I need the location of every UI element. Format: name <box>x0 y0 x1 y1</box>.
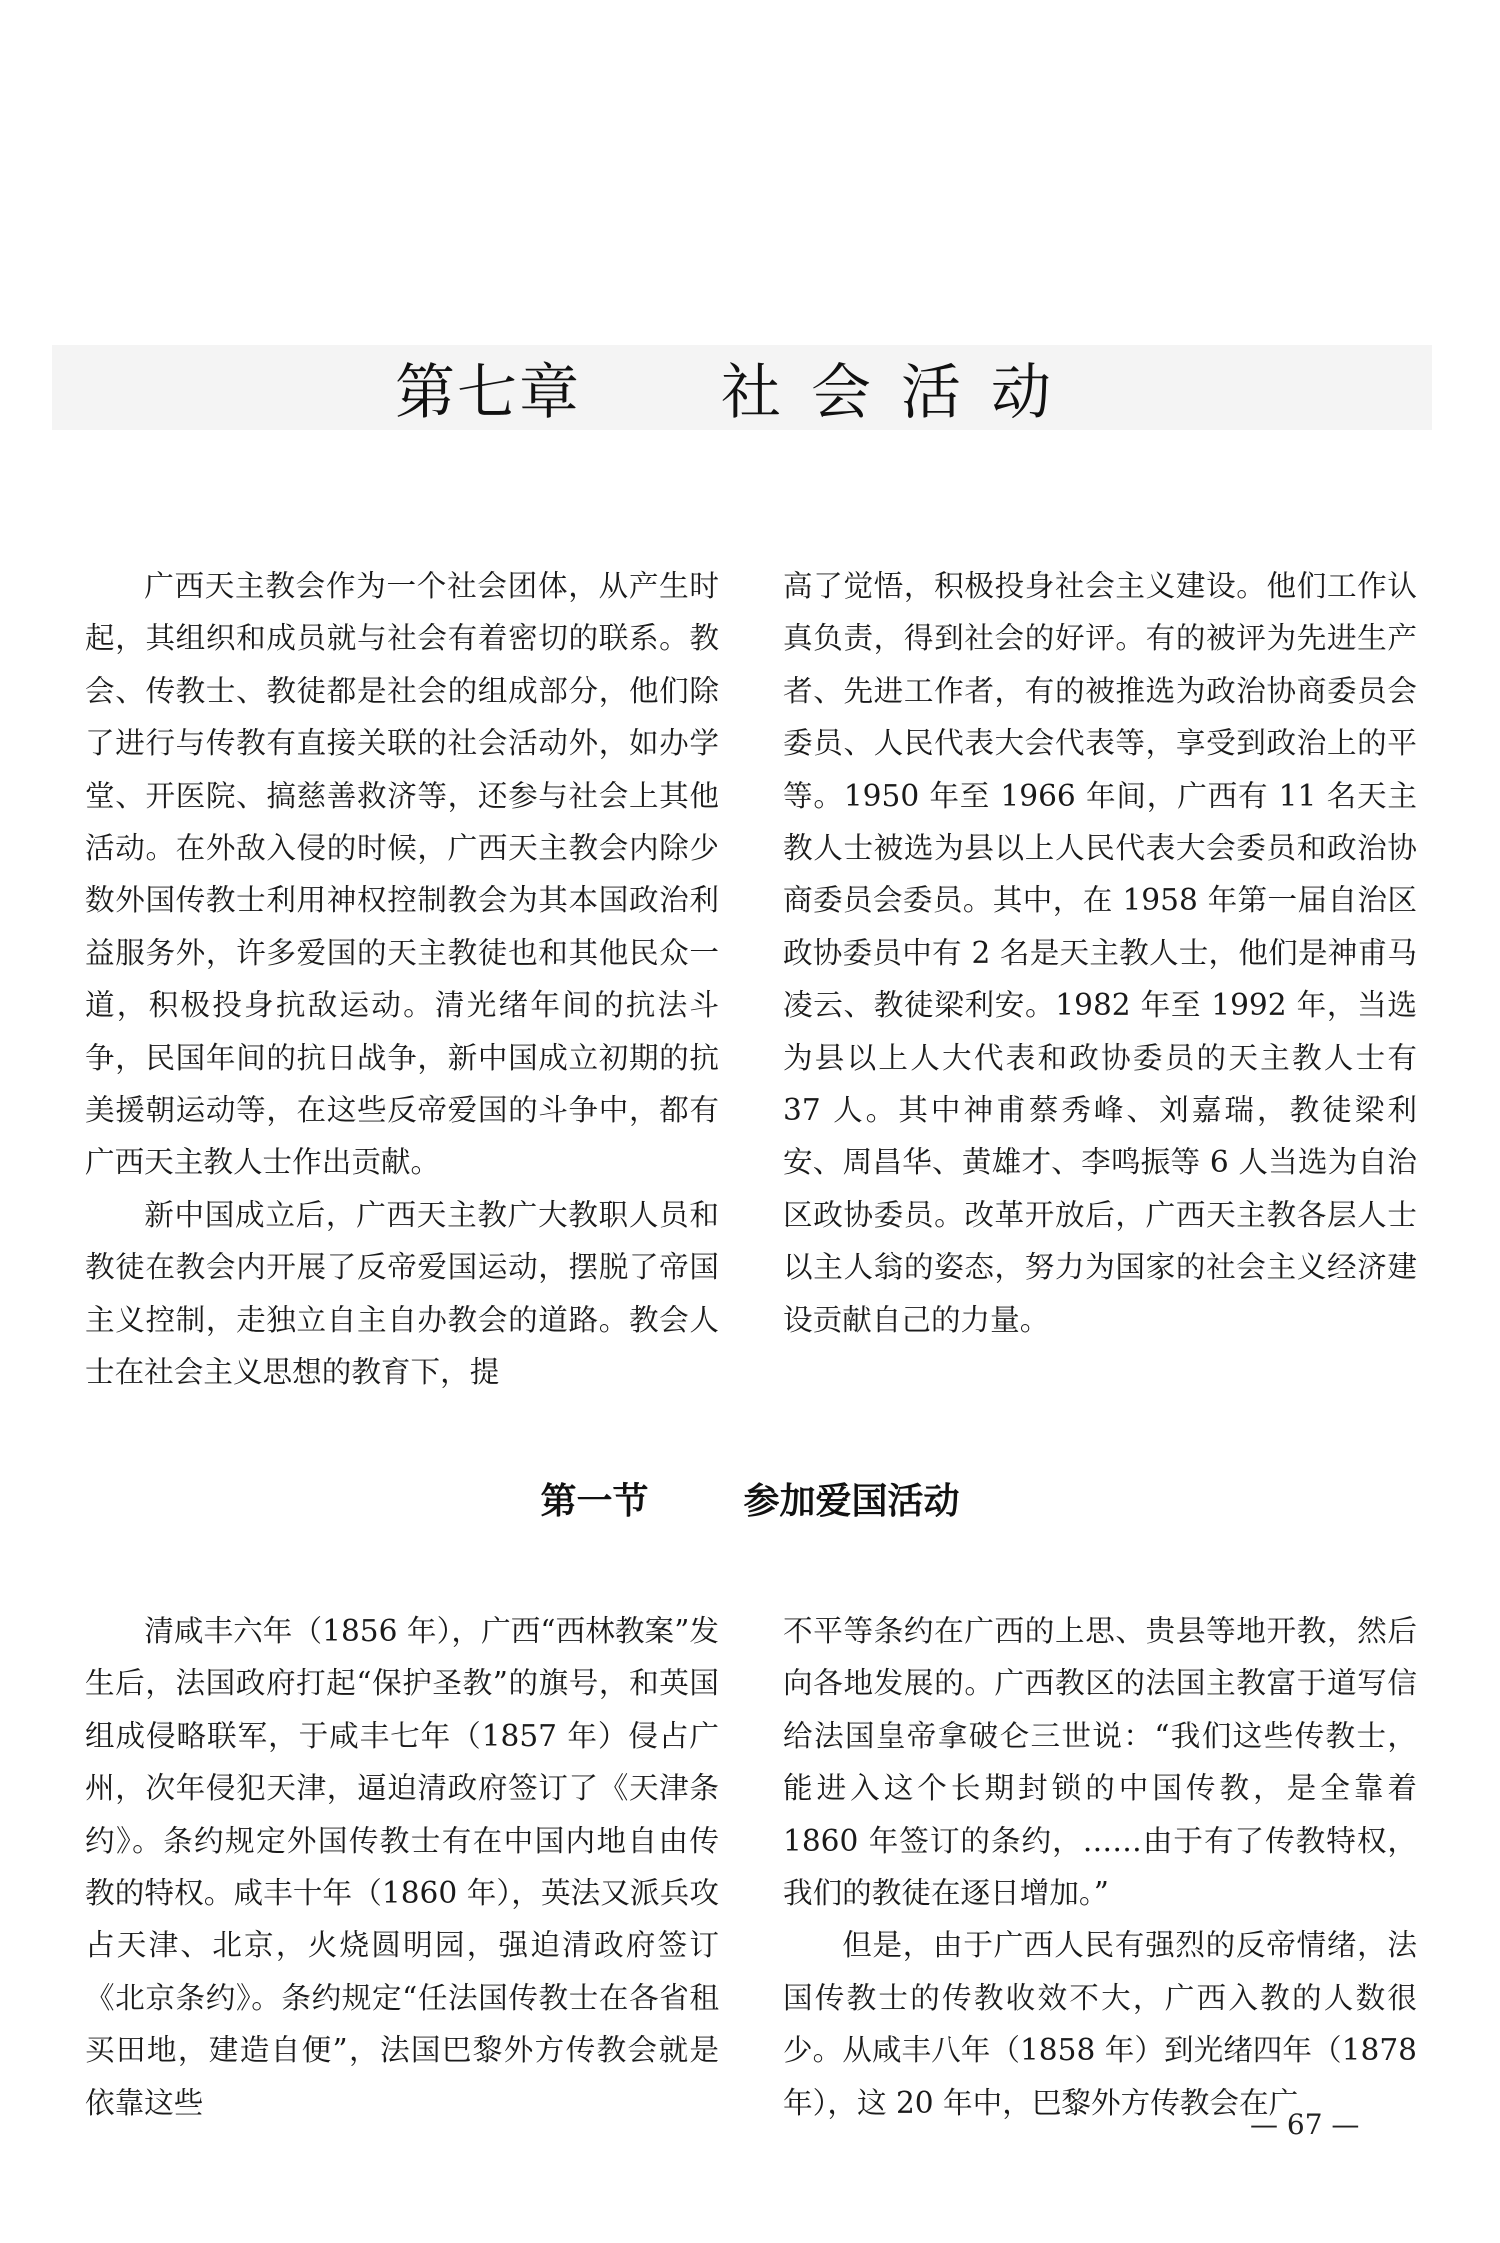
paragraph: 清咸丰六年（1856 年），广西“西林教案”发生后，法国政府打起“保护圣教”的旗号，和英国组成侵略联军，于咸丰七年（1857 年）侵占广州，次年侵犯天津，逼迫清政府签订了《天津条约》。条约规定外国传教士有在中国内地自由传教的特权。咸丰十年（1860 年），英法又派兵攻占天津、北京，火烧圆明园，强迫清政府签订《北京条约》。条约规定“任法国传教士在各省租买田地，建造自便”，法国巴黎外方传教会就是依靠这些 <box>85 1614 719 2120</box>
section-name: 参加爱国活动 <box>743 1481 960 1522</box>
page-number: — 67 — <box>1250 2108 1360 2141</box>
paragraph: 高了觉悟，积极投身社会主义建设。他们工作认真负责，得到社会的好评。有的被评为先进生产者、先进工作者，有的被推选为政治协商委员会委员、人民代表大会代表等，享受到政治上的平等。1950 年至 1966 年间，广西有 11 名天主教人士被选为县以上人民代表大会委员和政治协商委员会委员。其中，在 1958 年第一届自治区政协委员中有 2 名是天主教人士，他们是神甫马凌云、教徒梁利安。1982 年至 1992 年，当选为县以上人大代表和政协委员的天主教人士有 37 人。其中神甫蔡秀峰、刘嘉瑞，教徒梁利安、周昌华、黄雄才、李鸣振等 6 人当选为自治区政协委员。改革开放后，广西天主教各层人士以主人翁的姿态，努力为国家的社会主义经济建设贡献自己的力量。 <box>783 569 1417 1337</box>
paragraph: 但是，由于广西人民有强烈的反帝情绪，法国传教士的传教收效不大，广西入教的人数很少。从咸丰八年（1858 年）到光绪四年（1878 年），这 20 年中，巴黎外方传教会在广 <box>783 1928 1417 2120</box>
paragraph: 新中国成立后，广西天主教广大教职人员和教徒在教会内开展了反帝爱国运动，摆脱了帝国主义控制，走独立自主自办教会的道路。教会人士在社会主义思想的教育下，提 <box>85 1197 719 1390</box>
paragraph: 不平等条约在广西的上思、贵县等地开教，然后向各地发展的。广西教区的法国主教富于道写信给法国皇帝拿破仑三世说：“我们这些传教士，能进入这个长期封锁的中国传教，是全靠着 1860 年签订的条约，……由于有了传教特权，我们的教徒在逐日增加。” <box>783 1614 1417 1911</box>
section-title <box>0 1473 1500 1524</box>
section-left-column <box>85 1605 719 2129</box>
intro-right-column <box>783 560 1417 1346</box>
section-number: 第一节 <box>540 1481 649 1522</box>
chapter-number: 第七章 <box>395 357 581 428</box>
chapter-name: 社会活动 <box>721 357 1081 428</box>
section-right-column <box>783 1605 1417 2129</box>
intro-left-column <box>85 560 719 1399</box>
paragraph: 广西天主教会作为一个社会团体，从产生时起，其组织和成员就与社会有着密切的联系。教会、传教士、教徒都是社会的组成部分，他们除了进行与传教有直接关联的社会活动外，如办学堂、开医院、搞慈善救济等，还参与社会上其他活动。在外敌入侵的时候，广西天主教会内除少数外国传教士利用神权控制教会为其本国政治利益服务外，许多爱国的天主教徒也和其他民众一道，积极投身抗敌运动。清光绪年间的抗法斗争，民国年间的抗日战争，新中国成立初期的抗美援朝运动等，在这些反帝爱国的斗争中，都有广西天主教人士作出贡献。 <box>85 569 719 1180</box>
chapter-title <box>395 345 1081 430</box>
